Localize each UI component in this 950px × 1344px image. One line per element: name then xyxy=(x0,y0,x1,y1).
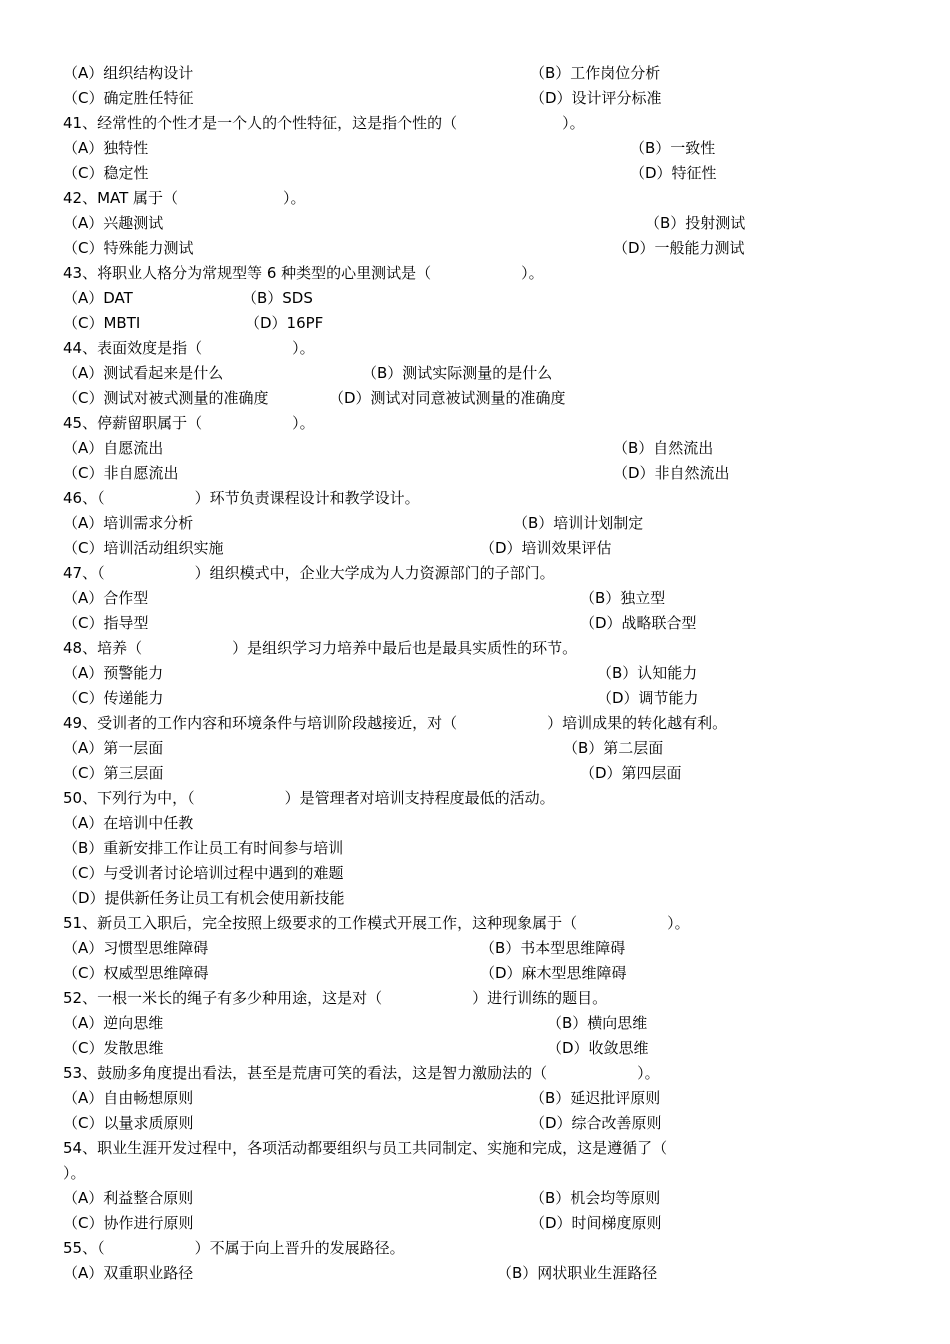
option-d: （D）测试对同意被试测量的准确度 xyxy=(329,389,566,407)
question-42: 42、MAT 属于（ ）。 xyxy=(63,189,306,207)
option-b: （B）第二层面 xyxy=(563,739,664,757)
option-c: （C）特殊能力测试 xyxy=(63,239,194,257)
option-d: （D）战略联合型 xyxy=(580,614,697,632)
option-b: （B）投射测试 xyxy=(645,214,746,232)
option-b: （B）横向思维 xyxy=(547,1014,648,1032)
option-a: （A）自由畅想原则 xyxy=(63,1089,194,1107)
question-55: 55、（ ）不属于向上晋升的发展路径。 xyxy=(63,1239,405,1257)
option-b: （B）认知能力 xyxy=(597,664,698,682)
option-b: （B）延迟批评原则 xyxy=(530,1089,661,1107)
option-d: （D）非自然流出 xyxy=(613,464,730,482)
option-a: （A）在培训中任教 xyxy=(63,814,194,832)
option-c: （C）非自愿流出 xyxy=(63,464,179,482)
option-d: （D）麻木型思维障碍 xyxy=(480,964,627,982)
option-b: （B）自然流出 xyxy=(613,439,714,457)
option-b: （B）一致性 xyxy=(630,139,716,157)
question-47: 47、（ ）组织模式中，企业大学成为人力资源部门的子部门。 xyxy=(63,564,555,582)
question-51: 51、新员工入职后，完全按照上级要求的工作模式开展工作，这种现象属于（ ）。 xyxy=(63,914,690,932)
option-d: （D）培训效果评估 xyxy=(480,539,612,557)
option-d: （D）提供新任务让员工有机会使用新技能 xyxy=(63,889,345,907)
option-d: （D）16PF xyxy=(245,314,324,332)
option-b: （B）测试实际测量的是什么 xyxy=(362,364,553,382)
option-d: （D）调节能力 xyxy=(597,689,699,707)
option-d: （D）第四层面 xyxy=(580,764,682,782)
option-c: （C）确定胜任特征 xyxy=(63,89,194,107)
option-b: （B）独立型 xyxy=(580,589,666,607)
option-a: （A）预警能力 xyxy=(63,664,164,682)
option-c: （C）协作进行原则 xyxy=(63,1214,194,1232)
option-b: （B）网状职业生涯路径 xyxy=(497,1264,658,1282)
option-c: （C）测试对被式测量的准确度 xyxy=(63,389,269,407)
option-c: （C）传递能力 xyxy=(63,689,164,707)
option-c: （C）与受训者讨论培训过程中遇到的难题 xyxy=(63,864,344,882)
option-b: （B）重新安排工作让员工有时间参与培训 xyxy=(63,839,344,857)
option-a: （A）培训需求分析 xyxy=(63,514,194,532)
option-a: （A）组织结构设计 xyxy=(63,64,194,82)
option-a: （A）兴趣测试 xyxy=(63,214,164,232)
option-c: （C）权威型思维障碍 xyxy=(63,964,209,982)
option-b: （B）书本型思维障碍 xyxy=(480,939,626,957)
option-c: （C）以量求质原则 xyxy=(63,1114,194,1132)
option-a: （A）逆向思维 xyxy=(63,1014,164,1032)
question-50: 50、下列行为中，（ ）是管理者对培训支持程度最低的活动。 xyxy=(63,789,555,807)
option-c: （C）MBTI xyxy=(63,314,141,332)
question-53: 53、鼓励多角度提出看法，甚至是荒唐可笑的看法，这是智力激励法的（ ）。 xyxy=(63,1064,660,1082)
option-c: （C）培训活动组织实施 xyxy=(63,539,224,557)
option-a: （A）测试看起来是什么 xyxy=(63,364,224,382)
option-a: （A）习惯型思维障碍 xyxy=(63,939,209,957)
question-48: 48、培养（ ）是组织学习力培养中最后也是最具实质性的环节。 xyxy=(63,639,578,657)
option-c: （C）发散思维 xyxy=(63,1039,164,1057)
option-d: （D）收敛思维 xyxy=(547,1039,649,1057)
option-d: （D）时间梯度原则 xyxy=(530,1214,662,1232)
option-d: （D）一般能力测试 xyxy=(613,239,745,257)
option-c: （C）第三层面 xyxy=(63,764,164,782)
option-a: （A）独特性 xyxy=(63,139,149,157)
option-c: （C）稳定性 xyxy=(63,164,149,182)
option-b: （B）机会均等原则 xyxy=(530,1189,661,1207)
option-a: （A）自愿流出 xyxy=(63,439,164,457)
option-d: （D）设计评分标准 xyxy=(530,89,662,107)
option-b: （B）工作岗位分析 xyxy=(530,64,661,82)
option-d: （D）特征性 xyxy=(630,164,717,182)
option-c: （C）指导型 xyxy=(63,614,149,632)
question-45: 45、停薪留职属于（ ）。 xyxy=(63,414,315,432)
option-b: （B）培训计划制定 xyxy=(513,514,644,532)
option-a: （A）第一层面 xyxy=(63,739,164,757)
question-43: 43、将职业人格分为常规型等 6 种类型的心里测试是（ ）。 xyxy=(63,264,544,282)
option-d: （D）综合改善原则 xyxy=(530,1114,662,1132)
question-49: 49、受训者的工作内容和环境条件与培训阶段越接近，对（ ）培训成果的转化越有利。 xyxy=(63,714,728,732)
question-41: 41、经常性的个性才是一个人的个性特征，这是指个性的（ ）。 xyxy=(63,114,585,132)
question-54: 54、职业生涯开发过程中，各项活动都要组织与员工共同制定、实施和完成，这是遵循了（ xyxy=(63,1139,668,1157)
question-44: 44、表面效度是指（ ）。 xyxy=(63,339,315,357)
option-a: （A）利益整合原则 xyxy=(63,1189,194,1207)
option-a: （A）DAT xyxy=(63,289,133,307)
question-52: 52、一根一米长的绳子有多少种用途，这是对（ ）进行训练的题目。 xyxy=(63,989,608,1007)
option-a: （A）双重职业路径 xyxy=(63,1264,194,1282)
option-b: （B）SDS xyxy=(242,289,313,307)
question-46: 46、（ ）环节负责课程设计和教学设计。 xyxy=(63,489,420,507)
option-a: （A）合作型 xyxy=(63,589,149,607)
question-54-continuation: ）。 xyxy=(63,1164,86,1182)
